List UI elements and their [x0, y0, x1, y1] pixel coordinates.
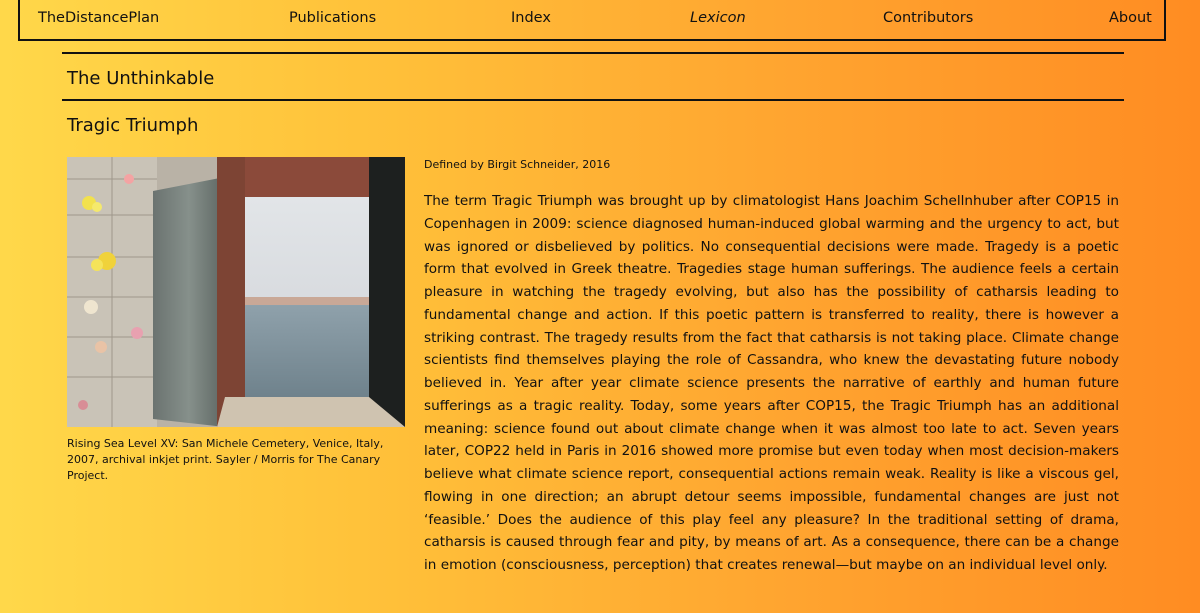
- nav-item-lexicon[interactable]: Lexicon: [690, 10, 746, 26]
- nav-item-publications[interactable]: Publications: [289, 10, 377, 26]
- entry-title: Tragic Triumph: [67, 115, 199, 136]
- nav-item-about[interactable]: About: [1109, 10, 1152, 26]
- top-navigation: [18, 0, 1166, 41]
- entry-header: [62, 101, 1124, 141]
- nav-item-contributors[interactable]: Contributors: [883, 10, 974, 26]
- entry-author: Defined by Birgit Schneider, 2016: [424, 158, 611, 171]
- entry-body-text: The term Tragic Triumph was brought up by climatologist Hans Joachim Schellnhuber after COP15 in Copenhagen in 2009: science diagnosed human-induced global warming and the urgency to act, but was ignored or disbelieved by politics. No consequential decisions were made. Tragedy is a poetic form that evolved in Greek theatre. Tragedies stage human sufferings. The audience feels a certain pleasure in watching the tragedy evolving, but also has the possibility of catharsis leading to fundamental change and action. If this poetic pattern is transferred to reality, there is however a striking contrast. The tragedy results from the fact that catharsis is not taking place. Climate change scientists find themselves playing the role of Cassandra, who knew the devastating future nobody believed in. Year after year climate science presents the narrative of earthly and human future sufferings as a tragic reality. Today, some years after COP15, the Tragic Triumph has an additional meaning: science found out about climate change when it was almost too late to act. Seven years later, COP22 held in Paris in 2016 showed more promise but even today when most decision-makers believe what climate science report, consequential actions remain weak. Reality is like a viscous gel, flowing in one direction; an abrupt detour seems impossible, fundamental changes are just not ‘feasible.’ Does the audience of this play feel any pleasure? In the traditional setting of drama, catharsis is caused through fear and pity, by means of art. As a consequence, there can be a change in emotion (consciousness, perception) that creates renewal—but maybe on an individual level only.: [424, 193, 1119, 573]
- section-title[interactable]: The Unthinkable: [67, 68, 215, 89]
- section-header: [62, 52, 1124, 100]
- entry-photo: [67, 157, 405, 427]
- image-caption: Rising Sea Level XV: San Michele Cemetery, Venice, Italy, 2007, archival inkjet print. Sayler / Morris for The Canary Project.: [67, 437, 384, 482]
- nav-item-index[interactable]: Index: [511, 10, 551, 26]
- photo-illustration: [67, 157, 405, 427]
- nav-brand-link[interactable]: TheDistancePlan: [38, 10, 160, 26]
